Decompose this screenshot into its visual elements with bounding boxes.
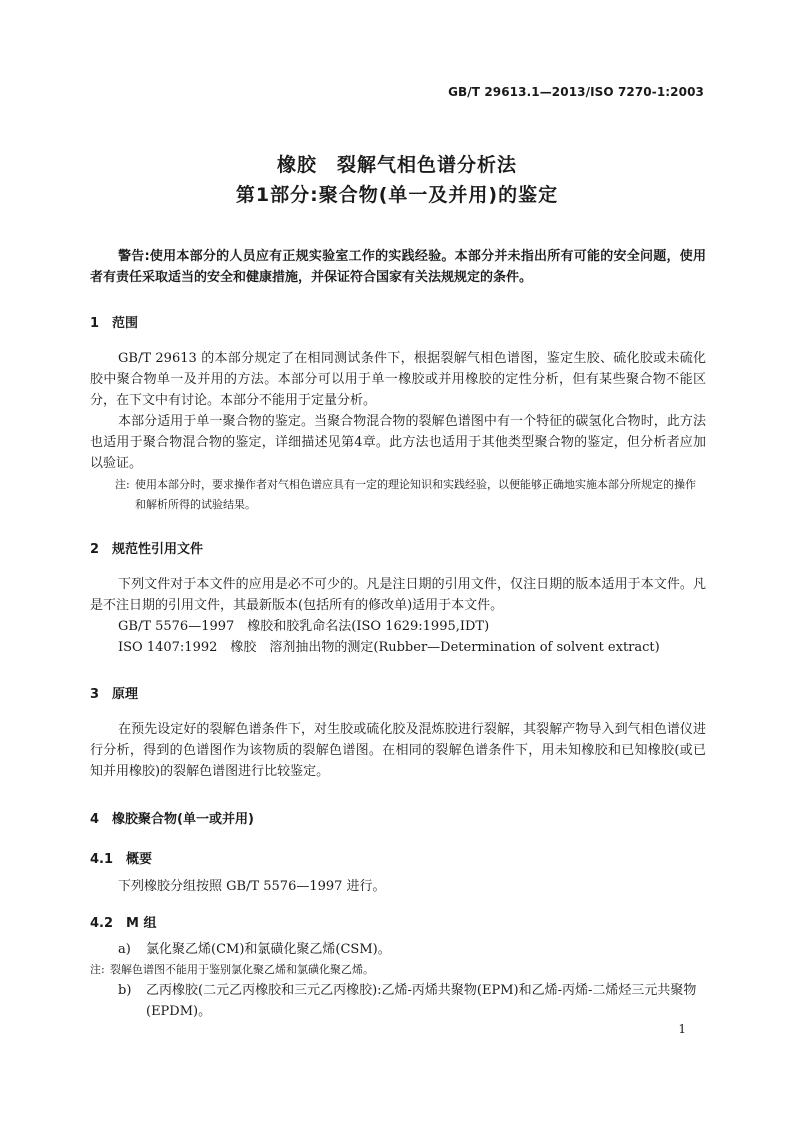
note-label: 注: <box>115 478 130 491</box>
section-3-paragraph-1: 在预先设定好的裂解色谱条件下，对生胶或硫化胶及混炼胶进行裂解，其裂解产物导入到气相色谱仪进行分析，得到的色谱图作为该物质的裂解色谱图。在相同的裂解色谱条件下，用未知橡胶和已知橡胶(或已知并用橡胶)的裂解色谱图进行比较鉴定。 <box>90 722 706 779</box>
note-text: 使用本部分时，要求操作者对气相色谱应具有一定的理论知识和实践经验，以便能够正确地实施本部分所规定的操作和解析所得的试验结果。 <box>135 478 696 511</box>
safety-warning: 警告:使用本部分的人员应有正规实验室工作的实践经验。本部分并未指出所有可能的安全问题，使用者有责任采取适当的安全和健康措施，并保证符合国家有关法规规定的条件。 <box>90 249 706 285</box>
normative-reference-2: ISO 1407:1992 橡胶 溶剂抽出物的测定(Rubber—Determination of solvent extract) <box>118 640 660 655</box>
section-1-title: 范围 <box>112 316 139 331</box>
standard-number: GB/T 29613.1—2013/ISO 7270-1:2003 <box>448 85 704 99</box>
section-3-heading <box>90 683 138 702</box>
section-4-number: 4 <box>90 812 100 827</box>
list-item-a <box>118 939 708 960</box>
section-2-paragraph-1: 下列文件对于本文件的应用是必不可少的。凡是注日期的引用文件，仅注日期的版本适用于本文件。凡是不注日期的引用文件，其最新版本(包括所有的修改单)适用于本文件。 <box>90 577 706 613</box>
section-4-heading <box>90 808 254 827</box>
list-item-a-marker: a) <box>118 942 131 957</box>
section-1-paragraph-2: 本部分适用于单一聚合物的鉴定。当聚合物混合物的裂解色谱图中有一个特征的碳氢化合物时，此方法也适用于聚合物混合物的鉴定，详细描述见第4章。此方法也适用于其他类型聚合物的鉴定，但分析者应加以验证。 <box>90 414 706 471</box>
section-2-title: 规范性引用文件 <box>112 542 204 557</box>
subsection-4-2-note <box>90 960 706 980</box>
list-item-b-text: 乙丙橡胶(二元乙丙橡胶和三元乙丙橡胶):乙烯-丙烯共聚物(EPM)和乙烯-丙烯-二烯烃三元共聚物(EPDM)。 <box>146 983 697 1019</box>
list-item-a-text: 氯化聚乙烯(CM)和氯磺化聚乙烯(CSM)。 <box>146 942 391 957</box>
list-item-b-marker: b) <box>118 983 132 998</box>
section-1-note <box>115 475 706 515</box>
normative-reference-1: GB/T 5576—1997 橡胶和胶乳命名法(ISO 1629:1995,IDT) <box>118 619 490 634</box>
section-2-number: 2 <box>90 542 100 557</box>
note-text: 裂解色谱图不能用于鉴别氯化聚乙烯和氯磺化聚乙烯。 <box>110 963 374 976</box>
note-label: 注: <box>90 963 105 976</box>
document-title-line-1: 橡胶 裂解气相色谱分析法 <box>276 154 517 176</box>
document-title-line-2: 第1部分:聚合物(单一及并用)的鉴定 <box>235 184 559 206</box>
section-1-number: 1 <box>90 316 100 331</box>
subsection-4-2-heading <box>90 912 156 931</box>
subsection-4-1-heading <box>90 848 152 867</box>
section-3-title: 原理 <box>112 687 139 702</box>
section-1-heading <box>90 312 138 331</box>
section-4-title: 橡胶聚合物(单一或并用) <box>112 812 254 827</box>
section-3-number: 3 <box>90 687 100 702</box>
subsection-4-2-number: 4.2 <box>90 916 114 931</box>
list-item-b <box>118 980 708 1022</box>
subsection-4-2-title: M 组 <box>126 916 157 931</box>
subsection-4-1-paragraph: 下列橡胶分组按照 GB/T 5576—1997 进行。 <box>118 879 386 894</box>
section-1-paragraph-1: GB/T 29613 的本部分规定了在相同测试条件下，根据裂解气相色谱图，鉴定生胶、硫化胶或未硫化胶中聚合物单一及并用的方法。本部分可以用于单一橡胶或并用橡胶的定性分析，但有某些聚合物不能区分，在下文中有讨论。本部分不能用于定量分析。 <box>90 351 706 408</box>
page-number: 1 <box>678 1022 686 1036</box>
section-2-heading <box>90 538 203 557</box>
subsection-4-1-number: 4.1 <box>90 852 114 867</box>
subsection-4-1-title: 概要 <box>126 852 153 867</box>
